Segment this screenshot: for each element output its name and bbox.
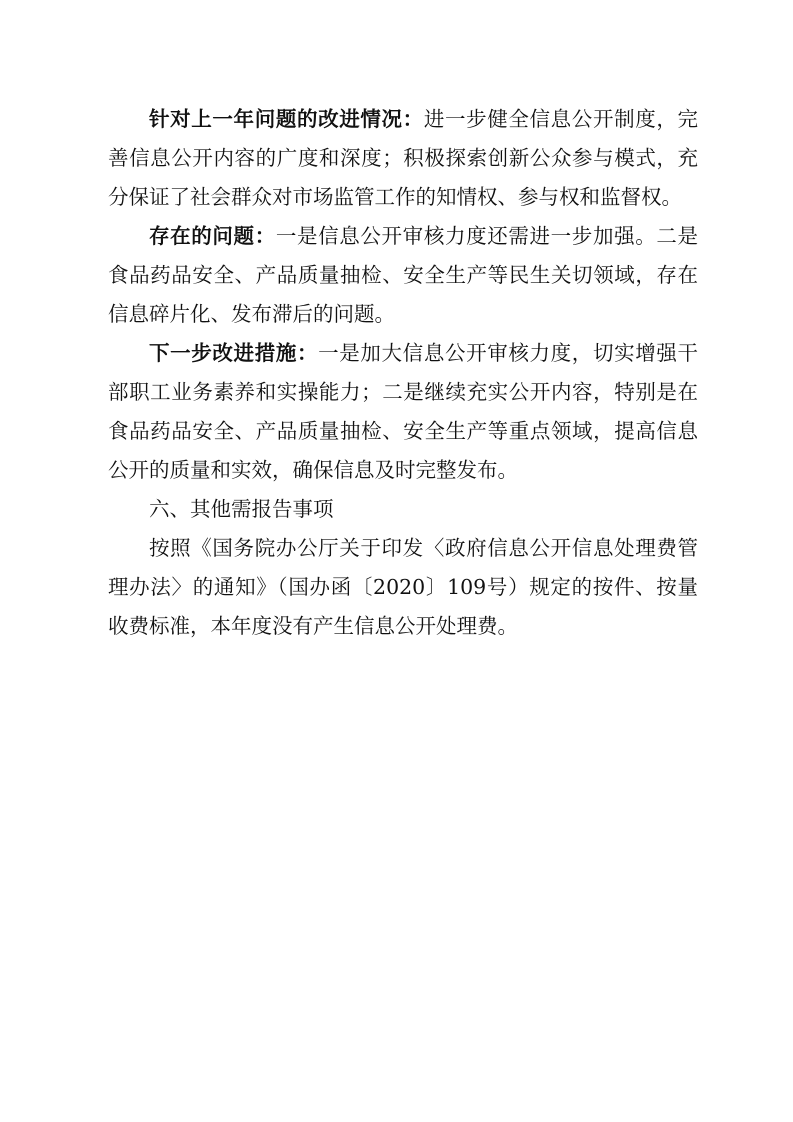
- paragraph-lead: 下一步改进措施：: [149, 341, 319, 365]
- paragraph-fees: 按照《国务院办公厅关于印发〈政府信息公开信息处理费管理办法〉的通知》（国办函〔2020〕109号）规定的按件、按量收费标准，本年度没有产生信息公开处理费。: [108, 536, 698, 638]
- paragraph-lead: 存在的问题：: [149, 224, 276, 248]
- paragraph-lead: 针对上一年问题的改进情况：: [149, 107, 424, 131]
- paragraph-next-steps: [108, 334, 698, 490]
- paragraph-problems: [108, 217, 698, 334]
- paragraph-text: 一是加大信息公开审核力度，切实增强干部职工业务素养和实操能力；二是继续充实公开内容，特别是在食品药品安全、产品质量抽检、安全生产等重点领域，提高信息公开的质量和实效，确保信息及时完整发布。: [108, 341, 699, 482]
- paragraph-text: 一是信息公开审核力度还需进一步加强。二是食品药品安全、产品质量抽检、安全生产等民生关切领域，存在信息碎片化、发布滞后的问题。: [108, 224, 699, 326]
- section-heading: 六、其他需报告事项: [149, 497, 334, 521]
- paragraph-improvements: [108, 100, 698, 217]
- paragraph-text: 进一步健全信息公开制度，完善信息公开内容的广度和深度；积极探索创新公众参与模式，充分保证了社会群众对市场监管工作的知情权、参与权和监督权。: [108, 107, 699, 209]
- document-body: [108, 100, 698, 646]
